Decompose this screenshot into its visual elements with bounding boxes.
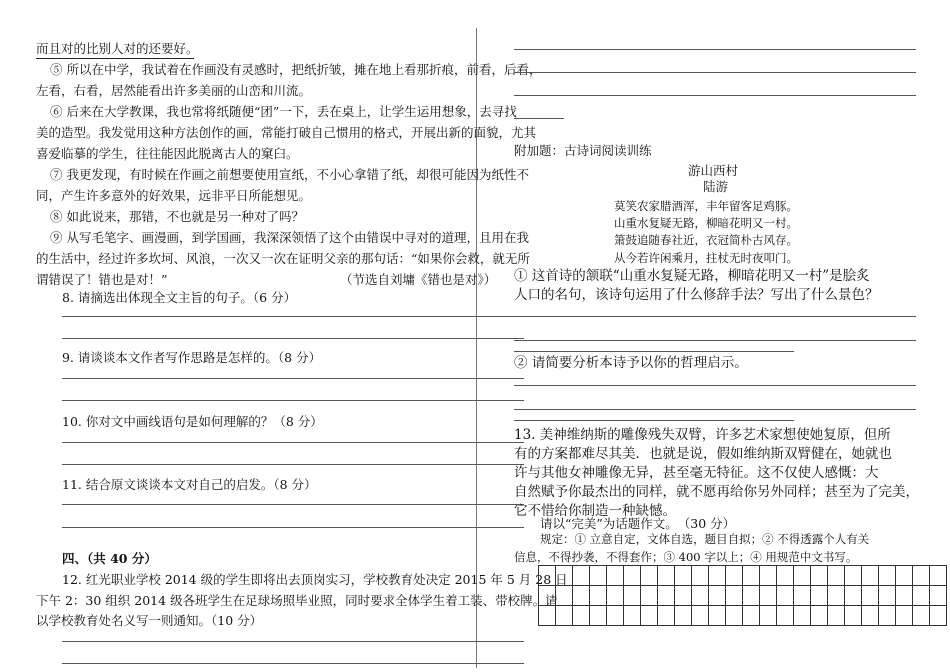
grid-cell[interactable]	[607, 606, 624, 626]
question-13: 13. 美神维纳斯的雕像残失双臂，许多艺术家想使她复原，但所	[514, 427, 891, 443]
question-13-cont: 它不惜给你制造一种缺憾。	[514, 503, 676, 519]
grid-cell[interactable]	[692, 586, 709, 606]
essay-writing-grid[interactable]	[538, 565, 950, 625]
paragraph-9-cont: 谓错误了！错也是对！”	[36, 272, 168, 287]
grid-cell[interactable]	[658, 566, 675, 586]
grid-cell[interactable]	[743, 586, 760, 606]
grid-cell[interactable]	[573, 566, 590, 586]
grid-cell[interactable]	[539, 566, 556, 586]
grid-cell[interactable]	[556, 566, 573, 586]
grid-cell[interactable]	[590, 566, 607, 586]
paragraph-line: 而且对的比别人对的还要好。	[36, 41, 199, 56]
poem-line: 山重水复疑无路，柳暗花明又一村。	[614, 216, 798, 230]
answer-line	[62, 663, 524, 664]
answer-line	[514, 49, 916, 50]
answer-line	[514, 409, 916, 410]
grid-cell[interactable]	[692, 566, 709, 586]
grid-cell[interactable]	[896, 566, 913, 586]
grid-cell[interactable]	[930, 606, 947, 626]
grid-cell[interactable]	[726, 566, 743, 586]
grid-cell[interactable]	[845, 606, 862, 626]
paragraph-7-cont: 同，产生许多意外的好效果，远非平日所能想见。	[36, 188, 312, 203]
answer-line	[514, 420, 794, 421]
answer-line	[514, 95, 916, 96]
grid-cell[interactable]	[675, 566, 692, 586]
underline-mark	[36, 58, 194, 59]
grid-cell[interactable]	[896, 606, 913, 626]
grid-cell[interactable]	[573, 606, 590, 626]
grid-cell[interactable]	[845, 566, 862, 586]
source-citation: （节选自刘墉《错也是对》）	[340, 272, 497, 287]
question-12: 12. 红光职业学校 2014 级的学生即将出去顶岗实习，学校教育处决定 2015 年 5 月 28 日	[62, 572, 568, 587]
grid-cell[interactable]	[760, 566, 777, 586]
grid-cell[interactable]	[641, 606, 658, 626]
section-four-heading: 四、（共 40 分）	[62, 551, 157, 566]
grid-cell[interactable]	[607, 566, 624, 586]
paragraph-6-cont: 喜爱临摹的学生，往往能因此脱离古人的窠臼。	[36, 146, 299, 161]
grid-cell[interactable]	[760, 606, 777, 626]
answer-line	[62, 378, 524, 379]
poem-question-2: ② 请简要分析本诗予以你的哲理启示。	[514, 355, 748, 371]
paragraph-9: ⑨ 从写毛笔字、画漫画，到学国画，我深深领悟了这个由错误中寻对的道理，且用在我	[50, 230, 529, 245]
grid-cell[interactable]	[675, 586, 692, 606]
grid-cell[interactable]	[862, 566, 879, 586]
grid-cell[interactable]	[777, 586, 794, 606]
grid-cell[interactable]	[709, 586, 726, 606]
grid-cell[interactable]	[811, 566, 828, 586]
answer-line	[62, 464, 524, 465]
grid-cell[interactable]	[709, 566, 726, 586]
grid-cell[interactable]	[539, 586, 556, 606]
grid-cell[interactable]	[692, 606, 709, 626]
paragraph-9-cont: 的生活中，经过许多坎坷、风浪，一次又一次在证明父亲的那句话：“如果你会救，就无所	[36, 251, 530, 266]
answer-line	[62, 316, 524, 317]
answer-line	[62, 338, 524, 339]
grid-cell[interactable]	[743, 566, 760, 586]
answer-line	[514, 385, 916, 386]
grid-cell[interactable]	[913, 586, 930, 606]
answer-line	[62, 442, 524, 443]
answer-line	[514, 118, 564, 119]
grid-cell[interactable]	[828, 586, 845, 606]
grid-cell[interactable]	[811, 586, 828, 606]
question-13-cont: 自然赋予你最杰出的同样，就不愿再给你另外同样；甚至为了完美，	[514, 484, 919, 500]
grid-cell[interactable]	[828, 606, 845, 626]
poem-author: 陆游	[703, 179, 729, 194]
answer-line	[62, 641, 524, 642]
grid-cell[interactable]	[896, 586, 913, 606]
grid-cell[interactable]	[607, 586, 624, 606]
question-12-cont: 以学校教育处名义写一则通知。（10 分）	[36, 613, 263, 628]
grid-cell[interactable]	[760, 586, 777, 606]
question-9: 9. 请谈谈本文作者写作思路是怎样的。（8 分）	[62, 350, 322, 365]
grid-cell[interactable]	[624, 566, 641, 586]
paragraph-8: ⑧ 如此说来，那错，不也就是另一种对了吗？	[50, 209, 304, 224]
grid-cell[interactable]	[641, 586, 658, 606]
answer-line	[62, 400, 524, 401]
grid-cell[interactable]	[794, 606, 811, 626]
grid-cell[interactable]	[879, 586, 896, 606]
grid-cell[interactable]	[879, 566, 896, 586]
grid-cell[interactable]	[573, 586, 590, 606]
poem-line: 莫笑农家腊酒浑，丰年留客足鸡豚。	[614, 199, 798, 213]
poem-title: 游山西村	[688, 163, 739, 178]
essay-task: 请以“完美”为话题作文。 （30 分）	[540, 516, 736, 531]
answer-line	[62, 504, 524, 505]
grid-cell[interactable]	[539, 606, 556, 626]
grid-cell[interactable]	[590, 606, 607, 626]
answer-line	[62, 527, 524, 528]
answer-line	[514, 72, 916, 73]
grid-cell[interactable]	[743, 606, 760, 626]
paragraph-5-cont: 左看，右看，居然能看出许多美丽的山峦和川流。	[36, 83, 312, 98]
grid-cell[interactable]	[726, 606, 743, 626]
grid-cell[interactable]	[726, 586, 743, 606]
answer-line	[514, 316, 916, 317]
grid-cell[interactable]	[862, 606, 879, 626]
poem-line: 箫鼓追随春社近，衣冠简朴古风存。	[614, 233, 798, 247]
grid-cell[interactable]	[675, 606, 692, 626]
grid-cell[interactable]	[913, 566, 930, 586]
grid-cell[interactable]	[556, 606, 573, 626]
grid-cell[interactable]	[811, 606, 828, 626]
question-12-cont: 下午 2：30 组织 2014 级各班学生在足球场照毕业照，同时要求全体学生着工装、带校牌。请	[36, 593, 558, 608]
question-11: 11. 结合原文谈谈本文对自己的启发。（8 分）	[62, 477, 317, 492]
paragraph-6: ⑥ 后来在大学教课，我也常将纸随便“团”一下，丢在桌上，让学生运用想象，去寻找	[50, 104, 517, 119]
grid-cell[interactable]	[624, 586, 641, 606]
question-8: 8. 请摘选出体现全文主旨的句子。（6 分）	[62, 290, 297, 305]
grid-cell[interactable]	[862, 586, 879, 606]
grid-cell[interactable]	[777, 566, 794, 586]
grid-cell[interactable]	[794, 566, 811, 586]
poem-question-1: ① 这首诗的颔联“山重水复疑无路，柳暗花明又一村”是脍炙	[514, 268, 870, 284]
poem-question-1-cont: 人口的名句，该诗句运用了什么修辞手法？写出了什么景色？	[514, 287, 879, 303]
essay-rules: 规定：① 立意自定，文体自选，题目自拟；② 不得透露个人有关	[540, 532, 870, 546]
grid-cell[interactable]	[930, 566, 947, 586]
grid-cell[interactable]	[709, 606, 726, 626]
question-10: 10. 你对文中画线语句是如何理解的？（8 分）	[62, 414, 323, 429]
grid-cell[interactable]	[556, 586, 573, 606]
paragraph-5: ⑤ 所以在中学，我试着在作画没有灵感时，把纸折皱，摊在地上看那折痕，前看，后看，	[50, 62, 542, 77]
essay-rules-cont: 信息，不得抄袭，不得套作；③ 400 字以上；④ 用规范中文书写。	[514, 550, 858, 564]
grid-cell[interactable]	[777, 606, 794, 626]
question-13-cont: 有的方案都难尽其美．也就是说，假如维纳斯双臂健在，她就也	[514, 446, 892, 462]
grid-cell[interactable]	[828, 566, 845, 586]
grid-cell[interactable]	[641, 566, 658, 586]
extra-section-title: 附加题：古诗词阅读训练	[514, 143, 652, 158]
grid-cell[interactable]	[913, 606, 930, 626]
grid-cell[interactable]	[794, 586, 811, 606]
grid-cell[interactable]	[658, 586, 675, 606]
grid-cell[interactable]	[590, 586, 607, 606]
grid-cell[interactable]	[624, 606, 641, 626]
paragraph-6-cont: 美的造型。我发觉用这种方法创作的画，常能打破自己惯用的格式，开展出新的面貌，尤其	[36, 125, 537, 140]
answer-line	[514, 340, 916, 341]
answer-line	[514, 351, 794, 352]
grid-cell[interactable]	[845, 586, 862, 606]
grid-cell[interactable]	[879, 606, 896, 626]
grid-cell[interactable]	[658, 606, 675, 626]
grid-cell[interactable]	[930, 586, 947, 606]
paragraph-7: ⑦ 我更发现，有时候在作画之前想要使用宣纸，不小心拿错了纸，却很可能因为纸性不	[50, 167, 529, 182]
poem-line: 从今若许闲乘月，拄杖无时夜叩门。	[614, 251, 798, 265]
question-13-cont: 许与其他女神雕像无异，甚至毫无特征。这不仅使人感慨：大	[514, 465, 879, 481]
